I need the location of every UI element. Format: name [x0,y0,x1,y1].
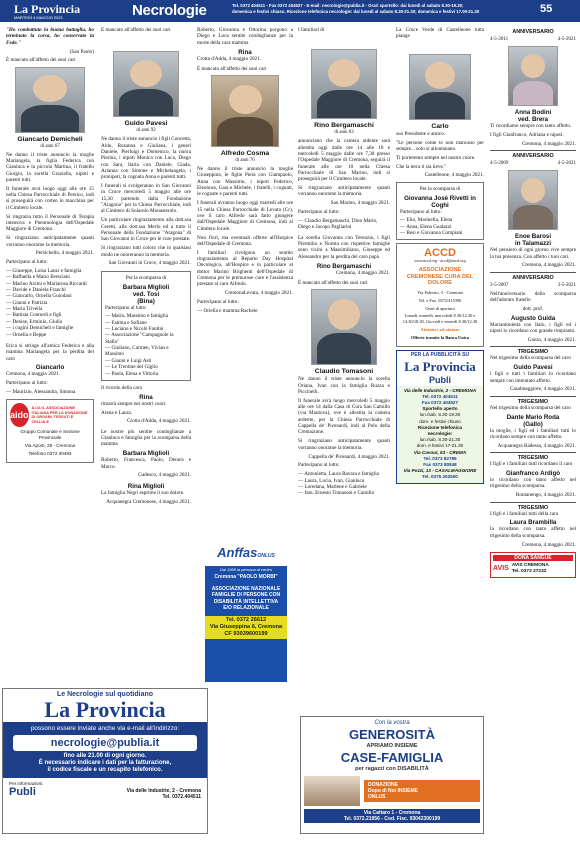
email-necrologie-ad: Le Necrologie sul quotidiano La Provincia possono essere inviate anche via e-mail all'indirizzo: necrologie@publia.it fino alle 21.00 di ogni giorno. È necessario indicare i dati per la fatturazione, il codice fiscale e un recapito telefonico. Per informazioni: Publi Via delle Industrie, 2 - Cremona Tel. 0372.404511 [2,688,208,834]
anffas-contact: Tel. 0372 26612 Via Giuseppina 6, Cremona CF 93039600199 [205,616,287,640]
anffas-ad: AnffasONLUS Dal 1958 la persona al centro Cremona "PAOLO MORBI" ASSOCIAZIONE NAZIONALE FAMIGLIE DI PERSONE CON DISABILITÀ INTELLETTIVA E/O RELAZIONALE Tel. 0372 26612 Via Giuseppina 6, Cremona CF 93039600199 [205,540,287,682]
condolence-item: — Claudio Bergamaschi, Dino Mario, Diego e Jacopo Pagliarini [298,217,378,231]
section-title: Necrologie [132,2,207,19]
condolence-item: — Gianni e Patrizia [6,299,48,306]
condolence-box: Per la scomparsa di Giovanna Josè Rivetti in Coghi Partecipano al lutto: — Elio, Marinella, Elena — Anna, Elena Gualazzi — Resi e Giovanna Compiani [396,182,484,241]
condolence-item: — Raffaella e Mario Bresciani [6,274,70,281]
condolence-item: — Antonietta, Laura Ravara e famiglia [298,471,379,478]
condolence-item: — Battista Conturdi e figli [6,312,62,319]
accd-ad: ACCD www.accd.org - accd@accd.org ASSOCIAZIONE CREMONESE CURA DEL DOLORE Via Palestro, 3 - Cremona Tel. e Fax. 0372/415396 Orari di apertura Lunedì, martedì, mercoledì 8.30/12.30 e 14.30/18.30, Giovedì e venerdì 8.30/12.30 Aiutateci ad aiutare Offerte tramite la Banca Unica [396,243,484,346]
publi-logo-icon: Publi [429,374,451,385]
condolence-item: — Le Trentine del Giglio [105,364,158,371]
condolence-item: — Davide e Daniela Franchi [6,287,66,294]
aido-logo-icon: aido [10,403,29,427]
condolence-item: — Giuseppe, Luisa Lanzi e famiglia [6,268,82,275]
condolence-item: — Marino Arzini e Mariarosa Riccardi [6,280,87,287]
condolence-item: — Denise, Erminio, Giulia [6,318,63,325]
column-3: Roberto, Giovanna e Ottorina porgono a Diego e Luca sentite condoglianze per la morte della cara mamma Rina Crotta d'Adda, 4 maggio 2021. È mancato all'affetto dei suoi cari Alfredo Cosma di anni 76 Ne danno il triste annuncio la moglie Giuseppina, le figlie Piera con Giampaolo, Anna con Massimo, i nipoti Federico, Eleonora, Gaia e Michele, i fratelli, i cognati, le cognate e parenti tutti. I funerali avranno luogo oggi martedì alle ore 15 nella Chiesa Parrocchiale di Levata (Cr), ove il caro Alfredo sarà fatto giungere dall'Ospedale Maggiore di Cremona, indi al Cimitero locale. Non fiori, ma eventuali offerte all'Hospice dell'Ospedale di Cremona. I familiari rivolgono un sentito ringraziamento al Reparto Day Hospital Oncologico, all'Hospice e in particolare al dottor Marino Brighenti dell'Ospedale di Cremona per le premurose cure e l'assistenza prestate al caro Alfredo. CremonaLevata, 4 maggio 2021. Partecipano al lutto: — Oriella e mamma Rachele [197,27,293,314]
condolence-item: — Ornella e Beppe [6,331,47,338]
aido-ad: aido A.I.D.O. ASSOCIAZIONE ITALIANA PER LA DONAZIONE DI ORGANI, TESSUTI E CELLULE Gruppo Comunale e Sezione Provinciale Via Aporti, 28 - Cremona Telefono 0372 30493 [6,399,94,463]
condolence-item: — Fatima e Sofiane [105,319,147,326]
condolence-item: — Maria Trivella [6,306,43,313]
condolence-item: — Associazione "Campagnole la Stalla" [105,332,174,345]
condolence-item: — Luciano e Nicolò Fantini [105,326,164,333]
condolence-item: — Oriella e mamma Rachele [197,307,258,314]
portrait-photo [211,75,279,147]
column-5: La Croce Verde di Castelleone tutta piange Carlo suo Presidente e amico. "Le persone come te non mancano per sempre... solo si allontanano. Ti porteremo sempre nel nostro cuore. Che la terra ti sia lieve." Castelleone, 4 maggio 2021. Per la scomparsa di Giovanna Josè Rivetti in Coghi Partecipano al lutto: — Elio, Marinella, Elena — Anna, Elena Gualazzi — Resi e Giovanna Compiani ACCD www.accd.org - accd@accd.org ASSOCIAZIONE CREMONESE CURA DEL DOLORE Via Palestro, 3 - Cremona Tel. e Fax. 0372/415396 Orari di apertura Lunedì, martedì, mercoledì 8.30/12.30 e 14.30/18.30, Giovedì e venerdì 8.30/12.30 Aiutateci ad aiutare Offerte tramite la Banca Unica PER LA PUBBLICITÀ SU La Provincia Publi Via delle Industrie, 2 - CREMONA Tel. 0372 404511 Fax 0372 404527 Sportello aperto lun./sab. 8.30-19.30 dom. e festivi chiuso Ricezione telefonica necrologie: lun./sab. 8.30-21.30 dom. e festivi 17-21.30 Via Cavour, 53 - CREMA Tel. 0373 82789 Fax 0373 80848 Via Pozzi, 13 - CASALMAGGIORE Tel. 0375 202500 [396,27,484,827]
accd-logo-icon: ACCD [424,247,456,260]
page-header [0,0,580,22]
condolence-item: — fam. Ernesto Tomasoni e Camillo [298,490,375,497]
column-6: ANNIVERSARIO 4-5-2011 4-5-2021 Anna Bodini ved. Brera Ti ricordiamo sempre con tanto affetto. I figli Gianfranco, Adriana e nipoti. Cremona, 4 maggio 2021. ANNIVERSARIO 4-5-2009 4-5-2021 Enoe Barosi in Talamazzi Nel pensiero di ogni giorno vive sempre la tua presenza. Con affetto i tuoi cari. Cremona, 4 maggio 2021. ANNIVERSARIO 3-5-2007 3-5-2021 Nell'anniversario della scomparsa dell'adorato fratello dott. prof. Augusto Guida Mariantonietta con Italo, i figli ed i nipoti lo ricordano con grande rimpianto. Gazzo, 4 maggio 2021. TRIGESIMO Nel trigesimo della scomparsa del caro Guido Pavesi i figli e tutti i familiari lo ricordano sempre con immutato affetto. Casalmaggiore, 4 maggio 2021. TRIGESIMO Nel trigesimo della scomparsa del caro Dante Mario Roda (Gallo) la moglie, i figli ed i familiari tutti lo ricordano sempre con tanto affetto. Acquanegra Badessa, 4 maggio 2021. TRIGESIMO I figli e i familiari tutti ricordano il caro Gianfranco Ardigò lo ricordano con tanto affetto nel trigesimo della scomparsa. Romanengo, 4 maggio 2021. TRIGESIMO I figli e i familiari tutti della cara Laura Brambilla la ricordano con tanto affetto nel trigesimo della scomparsa. Cremona, 4 maggio 2021. DONA SANGUE AVIS AVIS CREMONA Tel. 0372 27232 [490,27,576,833]
deceased-name: Giancarlo Demicheli [17,135,83,143]
page-number: 55 [540,3,553,15]
portrait-photo [15,67,85,133]
condolence-item: — i cugini Demicheli e famiglie [6,325,74,332]
condolence-item: — Loredana, Marlene e Gabriele [298,483,367,490]
condolence-item: — Laura, Lucia, Ivan, Gianluca [298,477,365,484]
condolence-item: — Giancarlo, Ornella Guindani [6,293,72,300]
avis-ad: DONA SANGUE AVIS AVIS CREMONA Tel. 0372 27232 [490,552,576,578]
condolence-item: — Gianni e Luigi Asti [105,357,152,364]
portrait-photo [311,289,377,365]
quote: "Ho combattuto la buona battaglia, ho terminato la corsa, ho conservato la Fede." [6,27,94,46]
email-address[interactable]: necrologie@publia.it [13,735,197,751]
portrait-photo [409,54,471,120]
publi-ad: PER LA PUBBLICITÀ SU La Provincia Publi Via delle Industrie, 2 - CREMONA Tel. 0372 404511 Fax 0372 404527 Sportello aperto lun./sab. 8.30-19.30 dom. e festivi chiuso Ricezione telefonica necrologie: lun./sab. 8.30-21.30 dom. e festivi 17-21.30 Via Cavour, 53 - CREMA Tel. 0373 82789 Fax 0373 80848 Via Pozzi, 13 - CASALMAGGIORE Tel. 0375 202500 [396,350,484,484]
condolence-item: — Resi e Giovanna Compiani [400,230,463,237]
newspaper-title: La Provincia [14,2,81,16]
portrait-photo [113,51,179,117]
issue-date: MARTEDÌ 4 MAGGIO 2021 [14,15,63,20]
condolence-box: Per la scomparsa di Barbara Miglioli ved. Tosi (Bina) Partecipano al lutto: — Mario, Massimo e famiglia — Fatima e Sofiane — Luciano e Nicolò Fantini — Associazione "Campagnole la Stalla" — Giuliano, Carmen, Vivian e Massimo — Gianni e Luigi Asti — Le Trentine del Giglio — Paola, Elena e Vittoria [101,271,191,381]
avis-logo-icon: AVIS [493,564,509,572]
condolence-item: — Mario, Massimo e famiglia [105,313,168,320]
house-photo [304,776,360,806]
condolence-item: — Paola, Elena e Vittoria [105,370,159,377]
condolence-item: — Elio, Marinella, Elena [400,217,453,224]
portrait-photo [508,170,558,230]
anffas-logo-icon: AnffasONLUS [205,540,287,566]
publi-logo-icon: Publi [9,786,36,799]
condolence-list [6,268,94,338]
column-4: I familiari di Rino Bergamaschi di anni 83 annunciano che la camera ardente sarà allestita oggi dalle ore 14 alle 18 e mercoledì 5 maggio dalle ore 7,30 presso l'Ospedale Maggiore di Cremona, seguirà il funerale alle ore 10 nella Chiesa Parrocchiale di San Marino, indi si proseguirà per il Cimitero locale. Si ringraziano anticipatamente quanti vorranno onorarne la memoria. San Marino, 4 maggio 2021. Partecipano al lutto: — Claudio Bergamaschi, Dino Mario, Diego e Jacopo Pagliarini La sorella Giovanna con Terenzio, i figli Piermilio e Norma con rispettive famiglie sono vicini a Massimiliano, Giuseppe ed Alessandro per la perdita del caro papà Rino Bergamaschi Cremona, 4 maggio 2021. È mancato all'affetto dei suoi cari Claudio Tomasoni Ne danno il triste annuncio la sorella Oriana, Ivan con la famiglia Ruzza e Piccinelli. Il funerale avrà luogo mercoledì 5 maggio alle ore 14 dalla Casa di Cura San Camillo (via Mantova), ove è allestita la camera ardente, per la Chiesa Parrocchiale di Cappella de' Picenardi, indi al Polo della Cremazione. Si ringraziano anticipatamente quanti vorranno onorarne la memoria. Cappella de' Picenardi, 4 maggio 2021. Partecipano al lutto: — Antonietta, Laura Ravara e famiglia — Laura, Lucia, Ivan, Gianluca — Loredana, Marlene e Gabriele — fam. Ernesto Tomasoni e Camillo [298,27,390,497]
case-famiglia-ad: Con la vostra GENEROSITÀ APRIAMO INSIEME CASE-FAMIGLIA per ragazzi con DISABILITÀ DONAZIONE Dopo di Noi INSIEME ONLUS Via Cattaro 1 - Cremona Tel. 0372.21956 - Cod. Fisc. 93042300199 [300,716,484,834]
portrait-photo [508,46,558,106]
condolence-item: — Maurizio, Alessandra, Simona [6,389,76,396]
condolence-item: — Giuliano, Carmen, Vivian e Massimo [105,345,169,358]
column-2: È mancato all'affetto dei suoi cari Guido Pavesi di anni 92 Ne danno il triste annuncio i figli Concetta, Aldo, Rosanna e Giuliana, i generi Daniele, Pierluigi e Domenico, la nuora Pierina, i nipoti Monica con Luca, Diego con Sara, Ilaria con Daniele, Giada, Arianna con Simone e Michelangelo, i pronipoti, la cognata Anna e parenti tutti. I funerali si svolgeranno in San Giovanni in Croce mercoledì 5 maggio alle ore 15,30 partendo dalla Fondazione "Aragona" per la Chiesa Parrocchiale, indi al Cimitero di Solarolo Monasterolo. Un particolare ringraziamento alla dott.ssa Ceretti, alla dott.ssa Merlo ed a tutto il Personale della Fondazione "Aragona" di San Giovanni in Croce per le cure prestate. Si ringraziano tutti coloro che in qualsiasi modo ne onoreranno la memoria. San Giovanni in Croce, 4 maggio 2021. Per la scomparsa di Barbara Miglioli ved. Tosi (Bina) Partecipano al lutto: — Mario, Massimo e famiglia — Fatima e Sofiane — Luciano e Nicolò Fantini — Associazione "Campagnole la Stalla" — Giuliano, Carmen, Vivian e Massimo — Gianni e Luigi Asti — Le Trentine del Giglio — Paola, Elena e Vittoria Il ricordo della cara Rina rimarrà sempre nei nostri cuori. Arena e Laura. Crotta d'Adda, 4 maggio 2021. Le nostre più sentite condoglianze a Gianluca e famiglia per la scomparsa della mamma Barbara Miglioli Roberto, Francesca, Paolo, Dennis e Marco. Gadesco, 4 maggio 2021. Rina Miglioli La famiglia Negri esprime il suo dolore. Acquanegra Cremonese, 4 maggio 2021. [101,27,191,505]
column-1: "Ho combattuto la buona battaglia, ho terminato la corsa, ho conservato la Fede." (San Paolo) È mancato all'affetto dei suoi cari Giancarlo Demicheli di anni 67 Ne danno il triste annuncio la moglie Mariangela, la figlia Federica con Gianluca e la piccola Martina, il fratello Giorgio, la sorella Graziella, nipoti e parenti tutti. Il funerale avrà luogo oggi alle ore 15 nella Chiesa Parrocchiale di Persico, indi si proseguirà con corteo in macchina per il Cimitero locale. Si ringrazia tutto il Personale di Terapia intensiva e Pneumologia dell'Ospedale Maggiore di Cremona. Si ringraziano anticipatamente quanti vorranno onorarne la memoria. Persichello, 4 maggio 2021. Partecipano al lutto: — Giuseppe, Luisa Lanzi e famiglia — Raffaella e Mario Bresciani — Marino Arzini e Mariarosa Riccardi — Davide e Daniela Franchi — Giancarlo, Ornella Guindani — Gianni e Patrizia — Maria Trivella — Battista Conturdi e figli — Denise, Erminio, Giulia — i cugini Demicheli e famiglie — Ornella e Beppe Erica si stringe all'amica Federica e alla mamma Mariangela per la perdita del caro Giancarlo Cremona, 4 maggio 2021. Partecipano al lutto: — Maurizio, Alessandra, Simona aido A.I.D.O. ASSOCIAZIONE ITALIANA PER LA DONAZIONE DI ORGANI, TESSUTI E CELLULE Gruppo Comunale e Sezione Provinciale Via Aporti, 28 - Cremona Telefono 0372 30493 [6,27,94,687]
contact-info: Tel. 0372 404511 - Fax 0372 404527 - E-mail: necrologie@publia.it - Orari sportello: dai lunedì al sabato 8.30-19.30; domenica e festivi chiuso. Ricezione telefonica necrologie: dal lunedì al sabato 8.30-21.30; domenica e festivi 17.00-21.30 [232,3,480,15]
portrait-photo [311,49,377,119]
condolence-item: — Anna, Elena Gualazzi [400,223,452,230]
